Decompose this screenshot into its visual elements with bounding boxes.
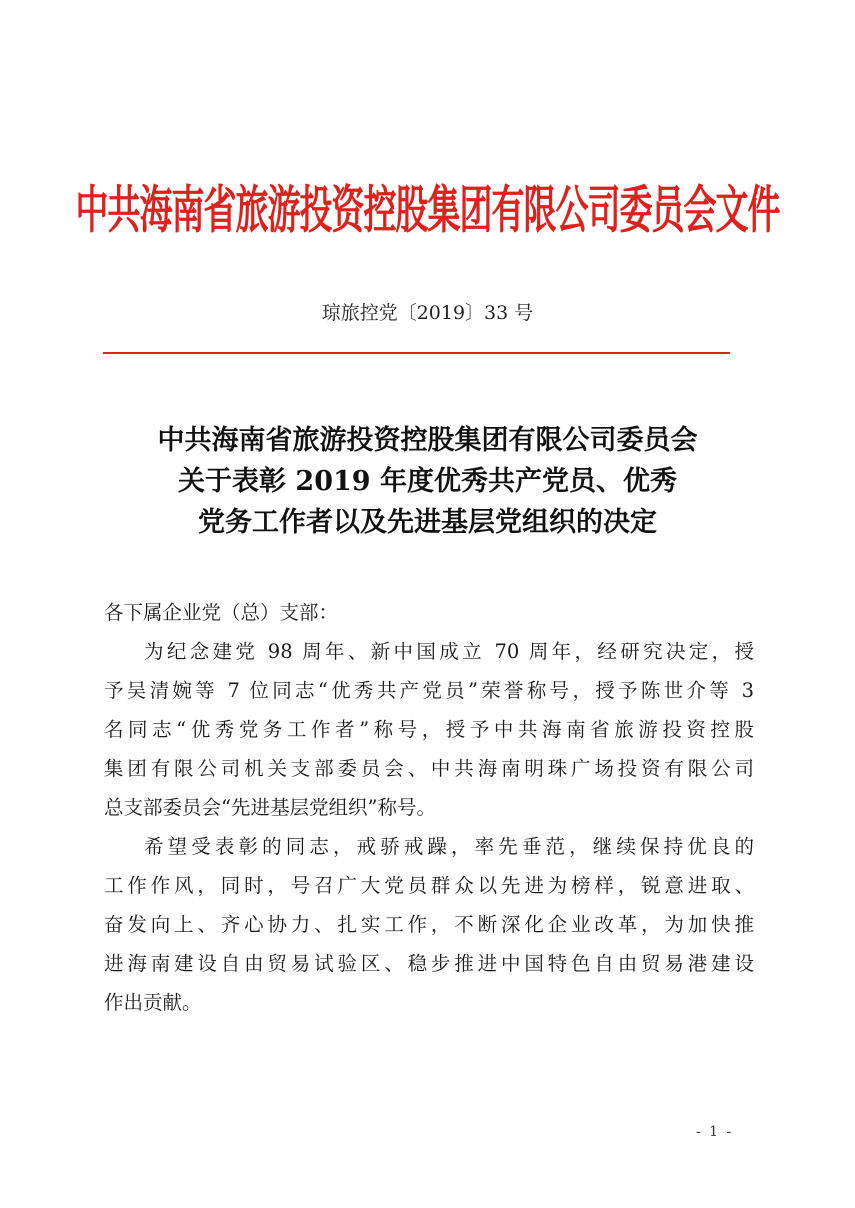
- salutation: 各下属企业党（总）支部：: [104, 601, 339, 624]
- page-number: - 1 -: [696, 1124, 734, 1140]
- title-line-1: 中共海南省旅游投资控股集团有限公司委员会: [157, 425, 698, 456]
- paragraph-1-line-1: 为纪念建党 98 周年、新中国成立 70 周年，经研究决定，授: [144, 640, 754, 663]
- paragraph-1-line-4: 集团有限公司机关支部委员会、中共海南明珠广场投资有限公司: [104, 757, 754, 780]
- paragraph-1-line-3: 名同志“优秀党务工作者”称号，授予中共海南省旅游投资控股: [104, 718, 754, 741]
- document-number: 琼旅控党〔2019〕33 号: [321, 302, 534, 324]
- red-divider-line: [103, 352, 730, 354]
- paragraph-2-line-5: 作出贡献。: [104, 991, 202, 1014]
- paragraph-2-line-2: 工作作风，同时，号召广大党员群众以先进为榜样，锐意进取、: [104, 874, 754, 897]
- paragraph-1-line-5: 总支部委员会“先进基层党组织”称号。: [104, 796, 436, 819]
- paragraph-2-line-1: 希望受表彰的同志，戒骄戒躁，率先垂范，继续保持优良的: [144, 835, 754, 858]
- title-line-2: 关于表彰 2019 年度优秀共产党员、优秀: [178, 466, 677, 497]
- paragraph-2-line-4: 进海南建设自由贸易试验区、稳步推进中国特色自由贸易港建设: [104, 952, 754, 975]
- title-line-3: 党务工作者以及先进基层党组织的决定: [198, 507, 657, 538]
- paragraph-1-line-2: 予吴清婉等 7 位同志“优秀共产党员”荣誉称号，授予陈世介等 3: [104, 679, 754, 702]
- document-body: [104, 593, 754, 1022]
- paragraph-2-line-3: 奋发向上、齐心协力、扎实工作，不断深化企业改革，为加快推: [104, 913, 754, 936]
- document-title: [0, 420, 855, 543]
- document-header-title: 中共海南省旅游投资控股集团有限公司委员会文件: [75, 179, 780, 240]
